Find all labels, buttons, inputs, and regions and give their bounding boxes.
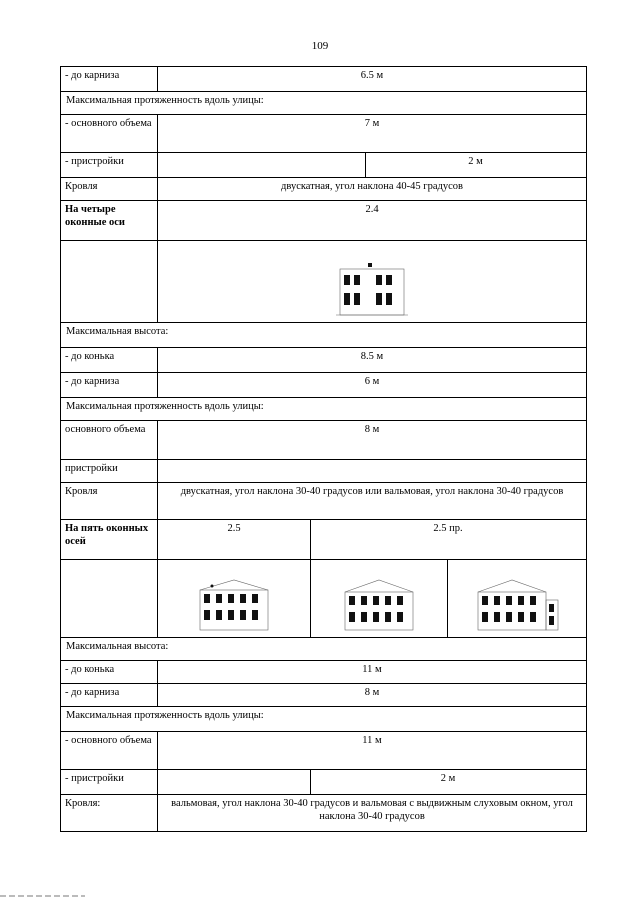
row-value: 7 м [364,118,380,129]
row-label: основного объема [61,421,158,459]
table-row [60,769,587,795]
section-heading: Максимальная протяженность вдоль улицы: [66,401,264,412]
row-label: - до карниза [61,67,158,91]
row-label: Кровля [61,178,158,200]
row-value: 11 м [362,735,382,746]
row-label [61,560,158,637]
row-label: Кровля [61,483,158,519]
row-label [61,241,158,322]
table-row [60,114,587,153]
building-image-cell [310,560,447,637]
section-heading: Максимальная высота: [66,326,169,337]
page-number: 109 [311,40,329,52]
row-value: 6 м [364,376,380,387]
row-value [158,770,310,794]
row-value-secondary: 2 м [468,156,483,167]
facade-4-axes-image [332,255,412,319]
row-label: Кровля: [61,795,158,831]
row-value: двускатная, угол наклона 30-40 градусов или вальмовая, угол наклона 30-40 градусов [180,486,564,497]
table-row [60,372,587,398]
row-label: - основного объема [61,115,158,152]
row-value: 2.5 [227,523,241,534]
building-image-cell [447,560,586,637]
row-value: 8 м [364,424,380,435]
table-row [60,559,587,638]
row-value: 6.5 м [360,70,384,81]
table-row [60,683,587,707]
row-value-secondary: 2.5 пр. [433,523,463,534]
row-label: - до карниза [61,684,158,706]
row-value [158,153,365,177]
table-row [60,397,587,421]
table-row [60,91,587,115]
row-label: - пристройки [61,770,158,794]
row-label: пристройки [61,460,158,482]
facade-5-axes-extension-image [339,574,419,634]
row-label: На пять оконных осей [61,520,158,559]
table-row [60,177,587,201]
table-row [60,459,587,483]
building-image-cell [158,560,310,637]
table-row [60,240,587,323]
row-value: вальмовая, угол наклона 30-40 градусов и вальмовая с выдвижным слуховым окном, угол наклона 30-40 градусов [171,798,573,822]
table-row [60,420,587,460]
section-heading: Максимальная протяженность вдоль улицы: [66,710,264,721]
table-row [60,152,587,178]
table-row [60,322,587,348]
table-row [60,66,587,92]
facade-5-axes-annex-image [472,574,562,634]
row-label: - пристройки [61,153,158,177]
building-image-cell [158,241,586,322]
row-value: 11 м [362,664,382,675]
table-row [60,794,587,832]
row-value-secondary: 2 м [440,773,456,784]
row-value: двускатная, угол наклона 40-45 градусов [281,181,463,192]
row-value: 2.4 [365,204,379,215]
table-row [60,482,587,520]
row-label: - до конька [61,661,158,683]
table-row [60,200,587,241]
row-label: - основного объема [61,732,158,769]
row-value [158,460,586,482]
table-row [60,731,587,770]
row-value: 8 м [364,687,380,698]
table-row [60,706,587,732]
row-label: На четыре оконные оси [61,201,158,240]
row-label: - до карниза [61,373,158,397]
row-label: - до конька [61,348,158,372]
row-value: 8.5 м [360,351,384,362]
facade-5-axes-image [194,574,274,634]
section-heading: Максимальная высота: [66,641,169,652]
scan-artifact [0,895,85,897]
table-row [60,519,587,560]
section-heading: Максимальная протяженность вдоль улицы: [66,95,264,106]
table-row [60,347,587,373]
table-row [60,660,587,684]
table-row [60,637,587,661]
